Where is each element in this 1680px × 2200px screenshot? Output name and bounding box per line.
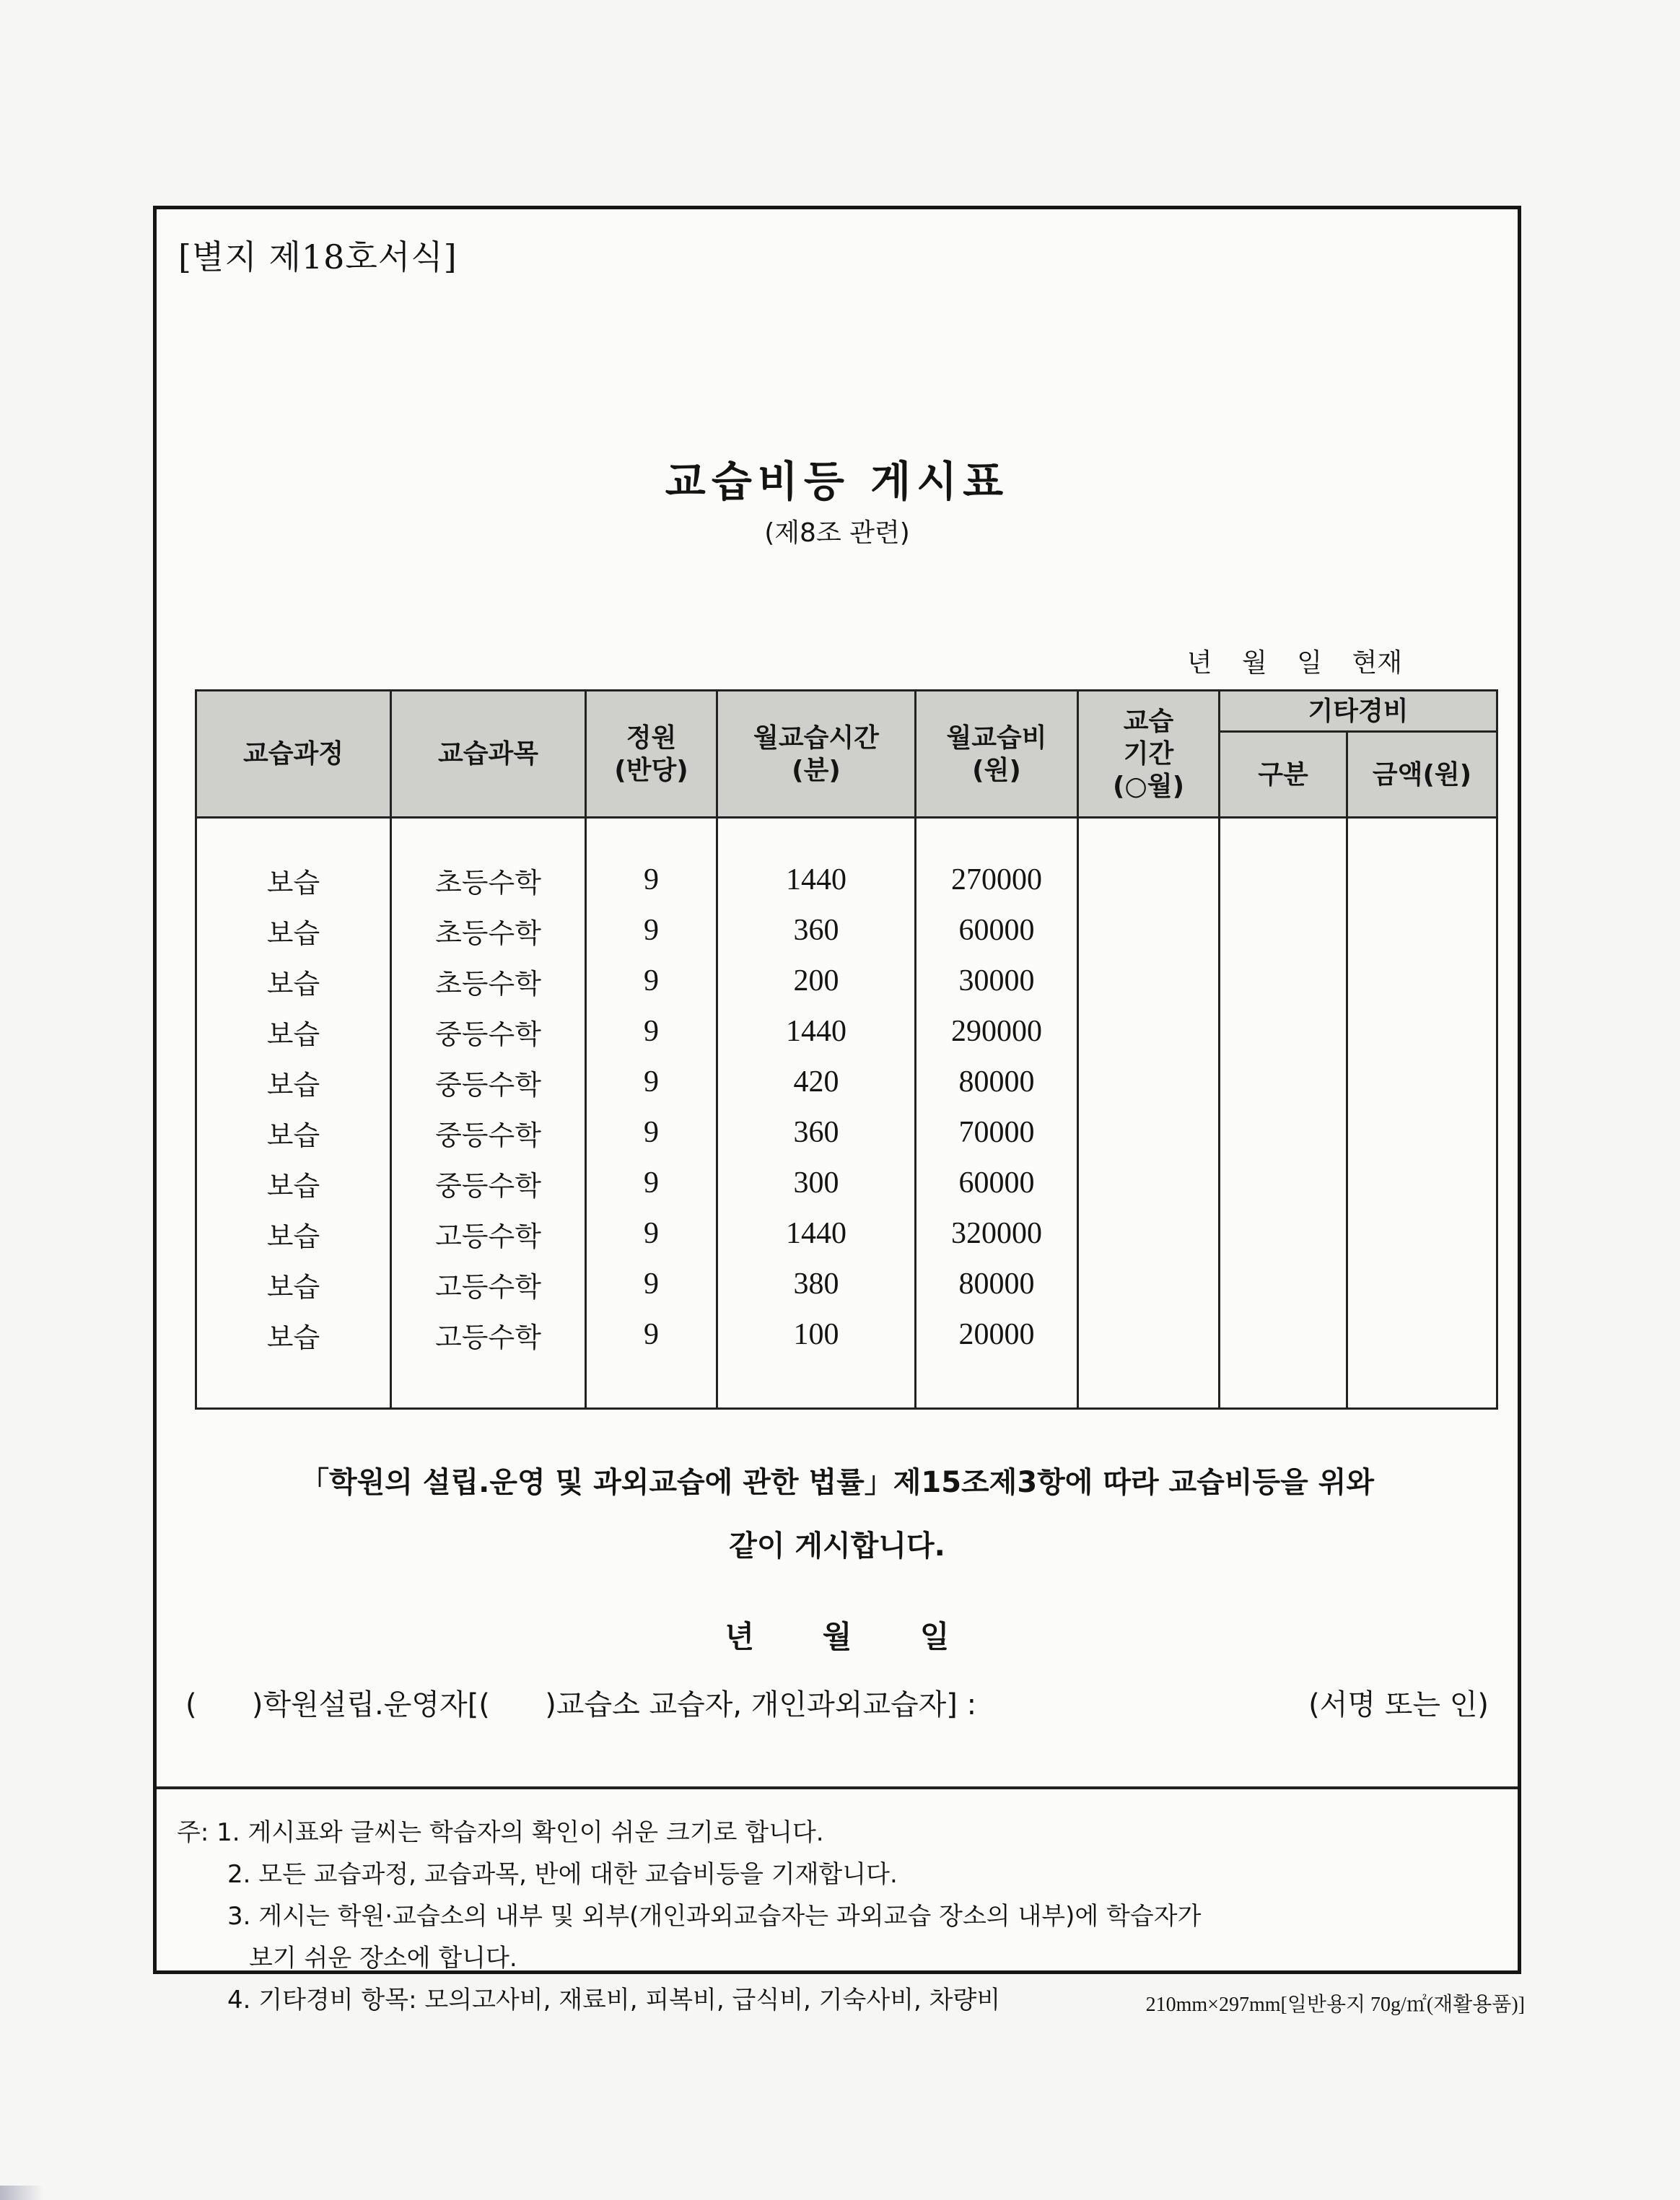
cell-capacity: 9 <box>586 905 717 956</box>
cell-subject: 초등수학 <box>391 956 586 1006</box>
cell-monthly-hours: 360 <box>717 905 916 956</box>
cell-subject: 초등수학 <box>391 905 586 956</box>
cell-period <box>1078 1208 1220 1259</box>
cell-course: 보습 <box>196 905 391 956</box>
signature-line <box>185 1682 1489 1723</box>
cell-monthly-fee: 20000 <box>916 1309 1078 1360</box>
cell-period <box>1078 1057 1220 1107</box>
cell-monthly-hours: 1440 <box>717 1208 916 1259</box>
header-capacity: 정원 (반당) <box>586 691 717 818</box>
signer-label: ( )학원설립.운영자[( )교습소 교습자, 개인과외교습자] : <box>185 1688 977 1721</box>
cell-monthly-hours: 1440 <box>717 855 916 905</box>
cell-other-category <box>1220 1158 1347 1208</box>
cell-other-amount <box>1347 1006 1497 1057</box>
cell-other-amount <box>1347 1309 1497 1360</box>
cell-subject: 초등수학 <box>391 855 586 905</box>
cell-other-amount <box>1347 1208 1497 1259</box>
table-spacer-row <box>196 1360 1497 1409</box>
table-row <box>196 905 1497 956</box>
cell-other-category <box>1220 855 1347 905</box>
cell-period <box>1078 1158 1220 1208</box>
cell-subject: 고등수학 <box>391 1208 586 1259</box>
cell-other-category <box>1220 1208 1347 1259</box>
fee-table <box>195 689 1498 1410</box>
notes-prefix: 주: <box>177 1818 209 1847</box>
note-item-3: 3. 게시는 학원·교습소의 내부 및 외부(개인과외교습자는 과외교습 장소의 내부)에 학습자가 <box>227 1902 1202 1931</box>
signature-date: 년 월 일 <box>725 1619 950 1654</box>
cell-other-category <box>1220 1259 1347 1309</box>
cell-monthly-hours: 380 <box>717 1259 916 1309</box>
cell-subject: 중등수학 <box>391 1158 586 1208</box>
cell-monthly-hours: 360 <box>717 1107 916 1158</box>
cell-course: 보습 <box>196 1107 391 1158</box>
table-row <box>196 855 1497 905</box>
cell-capacity: 9 <box>586 1057 717 1107</box>
cell-monthly-hours: 200 <box>717 956 916 1006</box>
note-item-3-cont: 보기 쉬운 장소에 합니다. <box>249 1944 517 1973</box>
cell-monthly-fee: 80000 <box>916 1057 1078 1107</box>
header-period: 교습 기간 (○월) <box>1078 691 1220 818</box>
cell-other-category <box>1220 956 1347 1006</box>
legal-statement <box>185 1451 1489 1578</box>
cell-other-category <box>1220 1309 1347 1360</box>
notes-divider <box>157 1786 1518 1789</box>
cell-subject: 고등수학 <box>391 1309 586 1360</box>
cell-course: 보습 <box>196 1208 391 1259</box>
statement-line-1: 「학원의 설립.운영 및 과외교습에 관한 법률」제15조제3항에 따라 교습비등을 위와 <box>300 1466 1374 1499</box>
header-monthly-fee: 월교습비 (원) <box>916 691 1078 818</box>
form-code: [별지 제18호서식] <box>178 237 458 276</box>
table-spacer-row <box>196 818 1497 855</box>
cell-subject: 고등수학 <box>391 1259 586 1309</box>
cell-course: 보습 <box>196 1158 391 1208</box>
cell-other-amount <box>1347 1057 1497 1107</box>
cell-capacity: 9 <box>586 855 717 905</box>
paper-spec: 210mm×297mm[일반용지 70g/㎡(재활용품)] <box>1145 1994 1525 2016</box>
cell-capacity: 9 <box>586 956 717 1006</box>
cell-period <box>1078 1006 1220 1057</box>
cell-monthly-hours: 300 <box>717 1158 916 1208</box>
table-row <box>196 1057 1497 1107</box>
cell-other-amount <box>1347 1259 1497 1309</box>
note-item-1: 주: 1. 게시표와 글씨는 학습자의 확인이 쉬운 크기로 합니다. <box>177 1818 824 1847</box>
cell-monthly-fee: 290000 <box>916 1006 1078 1057</box>
cell-capacity: 9 <box>586 1309 717 1360</box>
cell-period <box>1078 1107 1220 1158</box>
cell-monthly-fee: 80000 <box>916 1259 1078 1309</box>
cell-capacity: 9 <box>586 1107 717 1158</box>
cell-capacity: 9 <box>586 1006 717 1057</box>
header-other-expenses: 기타경비 <box>1220 691 1497 732</box>
cell-monthly-fee: 30000 <box>916 956 1078 1006</box>
cell-other-category <box>1220 1107 1347 1158</box>
table-row <box>196 1006 1497 1057</box>
note-item-4: 4. 기타경비 항목: 모의고사비, 재료비, 피복비, 급식비, 기숙사비, 차량비 <box>227 1986 1001 2015</box>
cell-course: 보습 <box>196 1057 391 1107</box>
cell-monthly-hours: 1440 <box>717 1006 916 1057</box>
cell-monthly-fee: 270000 <box>916 855 1078 905</box>
cell-period <box>1078 956 1220 1006</box>
cell-period <box>1078 855 1220 905</box>
cell-subject: 중등수학 <box>391 1057 586 1107</box>
table-row <box>196 956 1497 1006</box>
table-row <box>196 1208 1497 1259</box>
statement-line-2: 같이 게시합니다. <box>729 1529 945 1563</box>
header-other-category: 구분 <box>1220 732 1347 818</box>
cell-subject: 중등수학 <box>391 1006 586 1057</box>
scan-artifact <box>0 2186 43 2200</box>
cell-other-category <box>1220 905 1347 956</box>
form-subtitle: (제8조 관련) <box>764 518 910 548</box>
cell-other-category <box>1220 1006 1347 1057</box>
table-row <box>196 1107 1497 1158</box>
cell-period <box>1078 1259 1220 1309</box>
cell-course: 보습 <box>196 1006 391 1057</box>
header-course: 교습과정 <box>196 691 391 818</box>
cell-other-amount <box>1347 855 1497 905</box>
cell-course: 보습 <box>196 1309 391 1360</box>
sign-or-seal-label: (서명 또는 인) <box>1308 1688 1489 1721</box>
table-row <box>196 1309 1497 1360</box>
cell-monthly-fee: 70000 <box>916 1107 1078 1158</box>
cell-monthly-fee: 320000 <box>916 1208 1078 1259</box>
cell-other-amount <box>1347 1107 1497 1158</box>
cell-course: 보습 <box>196 956 391 1006</box>
cell-monthly-fee: 60000 <box>916 905 1078 956</box>
cell-other-amount <box>1347 905 1497 956</box>
form-title: 교습비등 게시표 <box>665 457 1010 506</box>
cell-capacity: 9 <box>586 1259 717 1309</box>
cell-period <box>1078 905 1220 956</box>
note-item-2: 2. 모든 교습과정, 교습과목, 반에 대한 교습비등을 기재합니다. <box>227 1860 898 1889</box>
cell-capacity: 9 <box>586 1208 717 1259</box>
cell-other-amount <box>1347 1158 1497 1208</box>
cell-other-amount <box>1347 956 1497 1006</box>
cell-monthly-hours: 420 <box>717 1057 916 1107</box>
cell-monthly-hours: 100 <box>717 1309 916 1360</box>
as-of-date: 년 월 일 현재 <box>1186 648 1402 678</box>
header-other-amount: 금액(원) <box>1347 732 1497 818</box>
header-monthly-hours: 월교습시간 (분) <box>717 691 916 818</box>
cell-monthly-fee: 60000 <box>916 1158 1078 1208</box>
header-subject: 교습과목 <box>391 691 586 818</box>
table-row <box>196 1158 1497 1208</box>
cell-course: 보습 <box>196 855 391 905</box>
cell-other-category <box>1220 1057 1347 1107</box>
cell-course: 보습 <box>196 1259 391 1309</box>
cell-capacity: 9 <box>586 1158 717 1208</box>
table-row <box>196 1259 1497 1309</box>
cell-period <box>1078 1309 1220 1360</box>
cell-subject: 중등수학 <box>391 1107 586 1158</box>
